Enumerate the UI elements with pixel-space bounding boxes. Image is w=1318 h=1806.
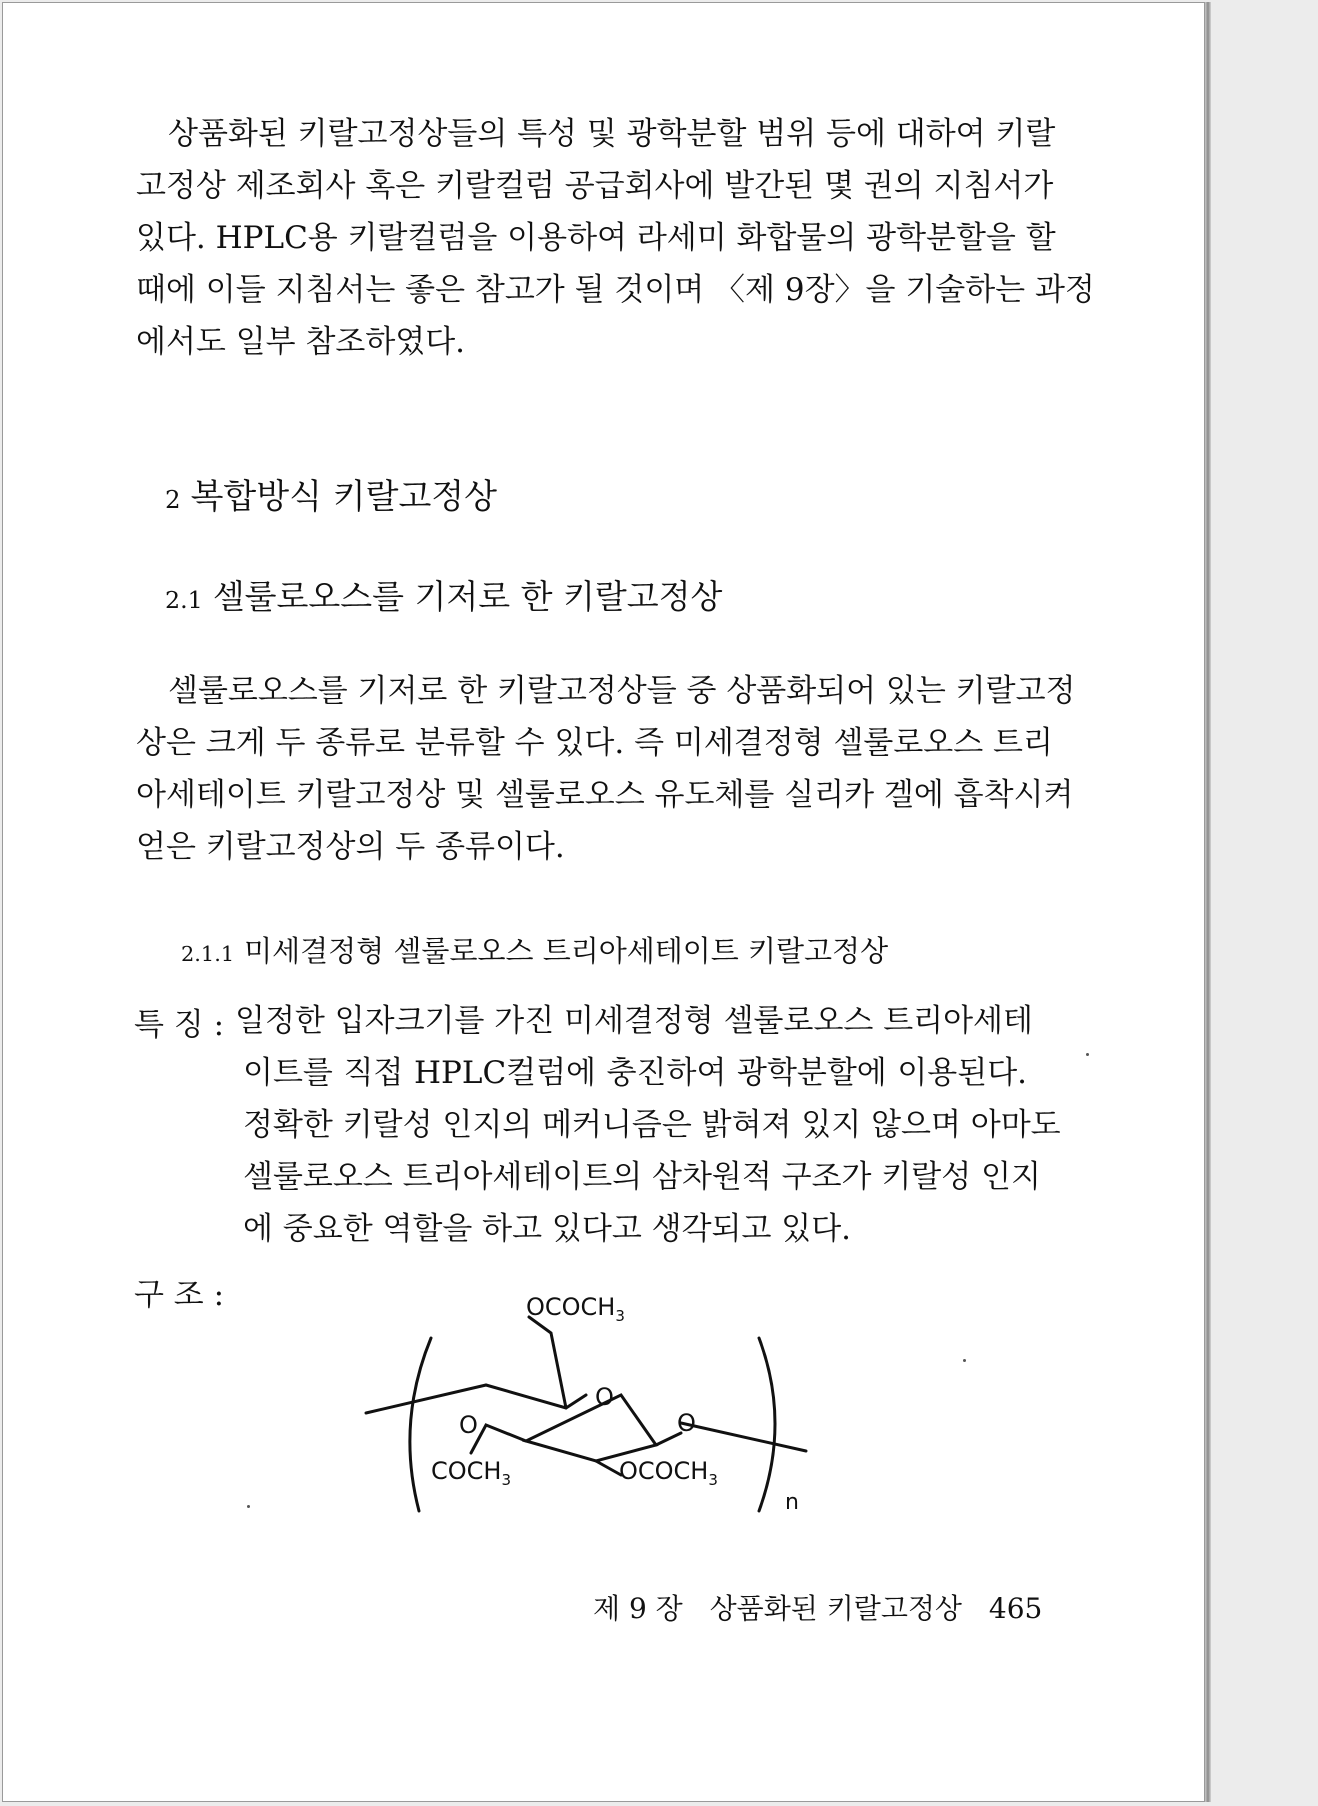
chain-bond-right: [681, 1423, 806, 1451]
chain-bond-left: [366, 1385, 486, 1413]
text-line: 에 중요한 역할을 하고 있다고 생각되고 있다.: [243, 1211, 852, 1247]
page-footer: [593, 1587, 1042, 1627]
subsection-title: 셀룰로오스를 기저로 한 키랄고정상: [212, 577, 723, 616]
pyranose-ring: [486, 1385, 656, 1461]
footer-chapter: 제 9 장: [593, 1592, 683, 1625]
section-heading: [165, 469, 497, 518]
text-line: 정확한 키랄성 인지의 메커니즘은 밝혀져 있지 않으며 아마도: [243, 1107, 1061, 1143]
scan-speck: [963, 1359, 966, 1362]
ester-oxygen: O: [459, 1411, 478, 1439]
page-edge: [1205, 2, 1211, 1802]
text-line: 있다. HPLC용 키랄컬럼을 이용하여 라세미 화합물의 광학분할을 할: [136, 220, 1056, 256]
book-page: [2, 2, 1205, 1802]
text-line: 이트를 직접 HPLC컬럼에 충진하여 광학분할에 이용된다.: [243, 1055, 1027, 1091]
ch2-bond: [529, 1317, 566, 1408]
text-line: 얻은 키랄고정상의 두 종류이다.: [136, 829, 565, 865]
subsection-paragraph: [136, 665, 1076, 873]
text-line: 셀룰로오스 트리아세테이트의 삼차원적 구조가 키랄성 인지: [243, 1159, 1041, 1195]
top-acetoxy-group: $OCOCH_3$: [526, 1293, 625, 1325]
left-bracket: [410, 1338, 431, 1511]
features-paragraph: [235, 995, 1061, 1255]
page-number: 465: [988, 1592, 1043, 1625]
text-line: 에서도 일부 참조하였다.: [136, 324, 466, 360]
text-line: 때에 이들 지침서는 좋은 참고가 될 것이며 〈제 9장〉을 기술하는 과정: [136, 272, 1095, 308]
ring-oxygen: O: [595, 1383, 614, 1411]
text-line: 고정상 제조회사 혹은 키랄컬럼 공급회사에 발간된 몇 권의 지침서가: [136, 168, 1054, 204]
text-line: 셀룰로오스를 기저로 한 키랄고정상들 중 상품화되어 있는 키랄고정: [168, 673, 1076, 709]
right-acetoxy-group: $OCOCH_3$: [619, 1457, 718, 1489]
text-line: 일정한 입자크기를 가진 미세결정형 셀룰로오스 트리아세테: [235, 1003, 1033, 1039]
scan-speck: [247, 1505, 250, 1508]
right-bracket: [759, 1338, 775, 1511]
intro-paragraph: [136, 108, 1095, 368]
section-title: 복합방식 키랄고정상: [190, 477, 497, 517]
subsection-number: 2.1: [165, 586, 203, 614]
text-line: 아세테이트 키랄고정상 및 셀룰로오스 유도체를 실리카 겔에 흡착시켜: [136, 777, 1074, 813]
section-number: 2: [165, 485, 181, 514]
features-label: 특 징 :: [134, 1007, 225, 1043]
bridge-oxygen: O: [677, 1409, 696, 1437]
subsubsection-heading: [181, 929, 888, 970]
scan-speck: [1086, 1053, 1089, 1056]
left-acetyl-group: $COCH_3$: [431, 1457, 511, 1489]
repeat-subscript: n: [785, 1490, 799, 1515]
subsection-heading: [165, 571, 722, 618]
subsubsection-number: 2.1.1: [181, 942, 235, 966]
text-line: 상은 크게 두 종류로 분류할 수 있다. 즉 미세결정형 셀룰로오스 트리: [136, 725, 1053, 761]
cellulose-triacetate-structure: [361, 1283, 811, 1523]
c3-ester-bond: [596, 1461, 621, 1475]
c2-ester-bond: [471, 1425, 526, 1453]
subsubsection-title: 미세결정형 셀룰로오스 트리아세테이트 키랄고정상: [244, 934, 889, 968]
structure-label: 구 조 :: [134, 1277, 225, 1313]
text-line: 상품화된 키랄고정상들의 특성 및 광학분할 범위 등에 대하여 키랄: [168, 116, 1056, 152]
footer-title: 상품화된 키랄고정상: [709, 1592, 962, 1625]
